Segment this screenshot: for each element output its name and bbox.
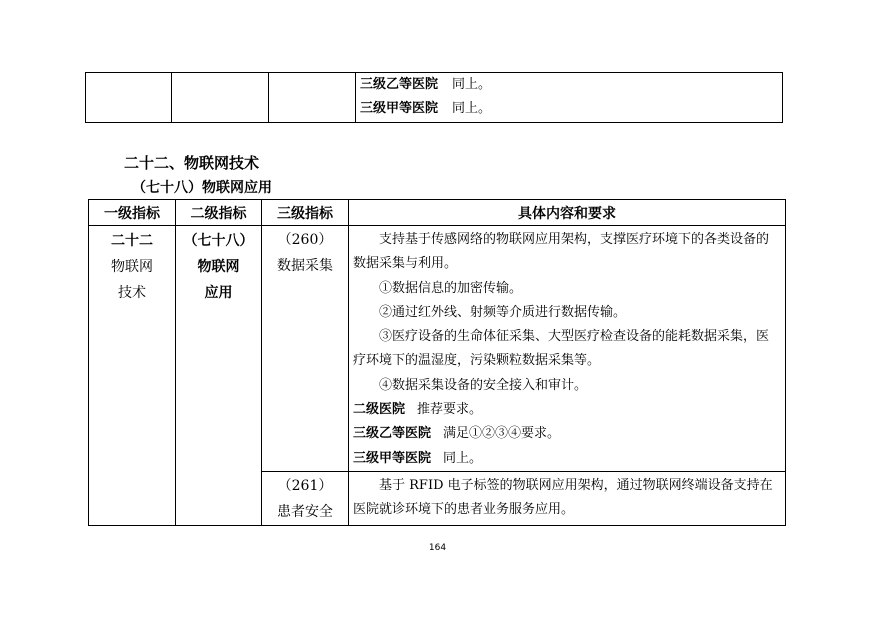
content-paragraph: 支持基于传感网络的物联网应用架构，支撑医疗环境下的各类设备的数据采集与利用。 xyxy=(353,232,770,272)
table-row xyxy=(89,226,786,472)
empty-cell xyxy=(269,73,356,123)
item-name: 数据采集 xyxy=(277,258,333,274)
requirement-text: 同上。 xyxy=(452,77,492,92)
header-level1: 一级指标 xyxy=(89,200,176,226)
header-level2: 二级指标 xyxy=(176,200,262,226)
indicator-table xyxy=(88,199,786,526)
level1-text: 物联网 xyxy=(111,259,153,275)
requirement-text: 满足①②③④要求。 xyxy=(443,426,561,442)
header-row xyxy=(89,200,786,226)
subsection-title: （七十八）物联网应用 xyxy=(132,180,272,196)
content-paragraph: ①数据信息的加密传输。 xyxy=(379,280,523,296)
content-cell xyxy=(349,226,786,472)
requirement-line xyxy=(356,97,782,121)
empty-cell xyxy=(86,73,172,123)
requirement-text: 同上。 xyxy=(443,450,483,466)
level1-cell xyxy=(89,226,176,526)
level1-text: 二十二 xyxy=(111,233,153,249)
item-code: （260） xyxy=(277,232,333,248)
content-cell xyxy=(349,471,786,525)
content-paragraph: ②通过红外线、射频等介质进行数据传输。 xyxy=(379,304,627,320)
item-name: 患者安全 xyxy=(277,503,333,520)
requirement-line xyxy=(353,398,781,422)
level3-cell xyxy=(262,226,349,472)
continuation-table xyxy=(85,72,783,123)
hospital-level: 三级甲等医院 xyxy=(353,450,432,466)
requirement-line xyxy=(356,73,782,97)
level3-cell xyxy=(262,471,349,525)
header-level3: 三级指标 xyxy=(262,200,349,226)
content-paragraph: ③医疗设备的生命体征采集、大型医疗检查设备的能耗数据采集，医疗环境下的温湿度，污染颗粒数据采集等。 xyxy=(353,329,770,369)
level2-text: 物联网 xyxy=(197,259,240,275)
hospital-level: 二级医院 xyxy=(353,402,406,418)
content-paragraph: ④数据采集设备的安全接入和审计。 xyxy=(379,377,588,393)
hospital-level: 三级乙等医院 xyxy=(353,426,432,442)
item-code: （261） xyxy=(277,477,333,494)
requirement-cell xyxy=(356,73,783,123)
requirement-text: 推荐要求。 xyxy=(417,402,483,418)
level2-text: （七十八） xyxy=(183,233,254,249)
requirement-text: 同上。 xyxy=(452,101,492,116)
page-number: 164 xyxy=(428,543,447,553)
hospital-level: 三级乙等医院 xyxy=(360,77,439,92)
level2-text: 应用 xyxy=(204,285,233,301)
header-content: 具体内容和要求 xyxy=(349,200,786,226)
empty-cell xyxy=(172,73,269,123)
level2-cell xyxy=(176,226,262,526)
level1-text: 技术 xyxy=(118,285,146,301)
content-paragraph: 基于 RFID 电子标签的物联网应用架构，通过物联网终端设备支持在医院就诊环境下的患者业务服务应用。 xyxy=(353,477,773,518)
section-title: 二十二、物联网技术 xyxy=(124,154,260,172)
hospital-level: 三级甲等医院 xyxy=(360,101,439,116)
requirement-line xyxy=(353,422,781,446)
requirement-line xyxy=(353,447,781,471)
